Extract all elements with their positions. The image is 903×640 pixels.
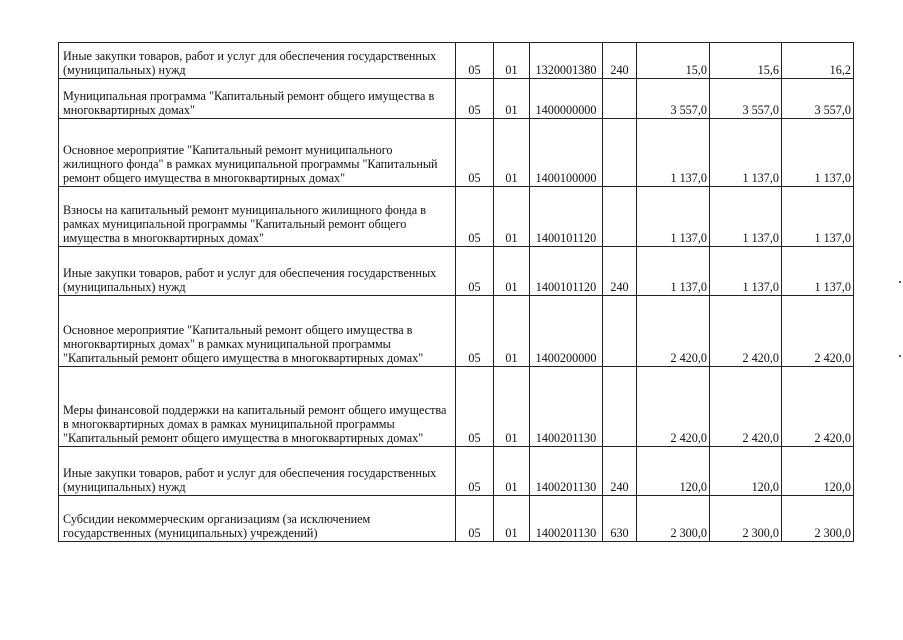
row-name: Иные закупки товаров, работ и услуг для обеспечения государственных (муниципальных) нужд [59,447,456,496]
row-amount-3: 2 420,0 [782,367,854,447]
row-section: 05 [456,187,494,247]
row-amount-3: 2 420,0 [782,296,854,367]
table-row [59,247,854,296]
row-expense-type: 630 [603,496,637,542]
table-row [59,187,854,247]
row-amount-1: 120,0 [637,447,710,496]
row-amount-2: 2 420,0 [710,296,782,367]
row-expense-type [603,119,637,187]
row-section: 05 [456,119,494,187]
row-amount-2: 1 137,0 [710,247,782,296]
row-amount-1: 15,0 [637,43,710,79]
row-target-article: 1400100000 [530,119,603,187]
row-amount-1: 3 557,0 [637,79,710,119]
row-amount-1: 2 420,0 [637,296,710,367]
row-amount-2: 1 137,0 [710,187,782,247]
row-section: 05 [456,496,494,542]
row-amount-3: 1 137,0 [782,119,854,187]
table-row [59,296,854,367]
row-expense-type: 240 [603,247,637,296]
row-target-article: 1400201130 [530,496,603,542]
row-target-article: 1400000000 [530,79,603,119]
row-amount-3: 3 557,0 [782,79,854,119]
table-row [59,43,854,79]
row-amount-2: 2 420,0 [710,367,782,447]
row-section: 05 [456,43,494,79]
row-name: Основное мероприятие "Капитальный ремонт муниципального жилищного фонда" в рамках муниципальной программы "Капитальный ремонт общего имущества в многоквартирных домах" [59,119,456,187]
row-amount-1: 2 420,0 [637,367,710,447]
row-amount-1: 1 137,0 [637,247,710,296]
row-amount-1: 1 137,0 [637,119,710,187]
table-row [59,496,854,542]
row-target-article: 1400201130 [530,447,603,496]
budget-table [58,42,854,542]
row-subsection: 01 [494,119,530,187]
row-name: Иные закупки товаров, работ и услуг для обеспечения государственных (муниципальных) нужд [59,247,456,296]
row-expense-type [603,296,637,367]
row-expense-type: 240 [603,43,637,79]
row-name: Иные закупки товаров, работ и услуг для обеспечения государственных (муниципальных) нужд [59,43,456,79]
scan-speck [899,281,901,283]
row-subsection: 01 [494,187,530,247]
row-amount-3: 120,0 [782,447,854,496]
row-target-article: 1320001380 [530,43,603,79]
row-amount-2: 2 300,0 [710,496,782,542]
row-amount-2: 120,0 [710,447,782,496]
row-subsection: 01 [494,367,530,447]
row-expense-type [603,187,637,247]
row-target-article: 1400101120 [530,247,603,296]
row-amount-2: 3 557,0 [710,79,782,119]
row-section: 05 [456,367,494,447]
row-amount-3: 1 137,0 [782,247,854,296]
table-row [59,119,854,187]
row-name: Взносы на капитальный ремонт муниципального жилищного фонда в рамках муниципальной программы "Капитальный ремонт общего имущества в многоквартирных домах" [59,187,456,247]
table-row [59,367,854,447]
row-target-article: 1400101120 [530,187,603,247]
row-expense-type [603,367,637,447]
row-expense-type [603,79,637,119]
row-subsection: 01 [494,43,530,79]
row-amount-1: 1 137,0 [637,187,710,247]
budget-table-sheet [58,42,854,542]
row-amount-2: 15,6 [710,43,782,79]
row-target-article: 1400200000 [530,296,603,367]
row-section: 05 [456,296,494,367]
row-subsection: 01 [494,79,530,119]
row-amount-3: 1 137,0 [782,187,854,247]
scan-speck [899,355,901,357]
row-amount-3: 16,2 [782,43,854,79]
row-name: Основное мероприятие "Капитальный ремонт общего имущества в многоквартирных домах" в рамках муниципальной программы "Капитальный ремонт общего имущества в многоквартирных домах" [59,296,456,367]
row-expense-type: 240 [603,447,637,496]
row-subsection: 01 [494,247,530,296]
row-subsection: 01 [494,496,530,542]
row-amount-2: 1 137,0 [710,119,782,187]
row-name: Субсидии некоммерческим организациям (за исключением государственных (муниципальных) учреждений) [59,496,456,542]
row-section: 05 [456,79,494,119]
row-subsection: 01 [494,296,530,367]
row-name: Меры финансовой поддержки на капитальный ремонт общего имущества в многоквартирных домах в рамках муниципальной программы "Капитальный ремонт общего имущества в многоквартирных домах" [59,367,456,447]
row-amount-3: 2 300,0 [782,496,854,542]
table-row [59,447,854,496]
row-target-article: 1400201130 [530,367,603,447]
row-amount-1: 2 300,0 [637,496,710,542]
row-section: 05 [456,447,494,496]
table-row [59,79,854,119]
row-name: Муниципальная программа "Капитальный ремонт общего имущества в многоквартирных домах" [59,79,456,119]
row-section: 05 [456,247,494,296]
row-subsection: 01 [494,447,530,496]
